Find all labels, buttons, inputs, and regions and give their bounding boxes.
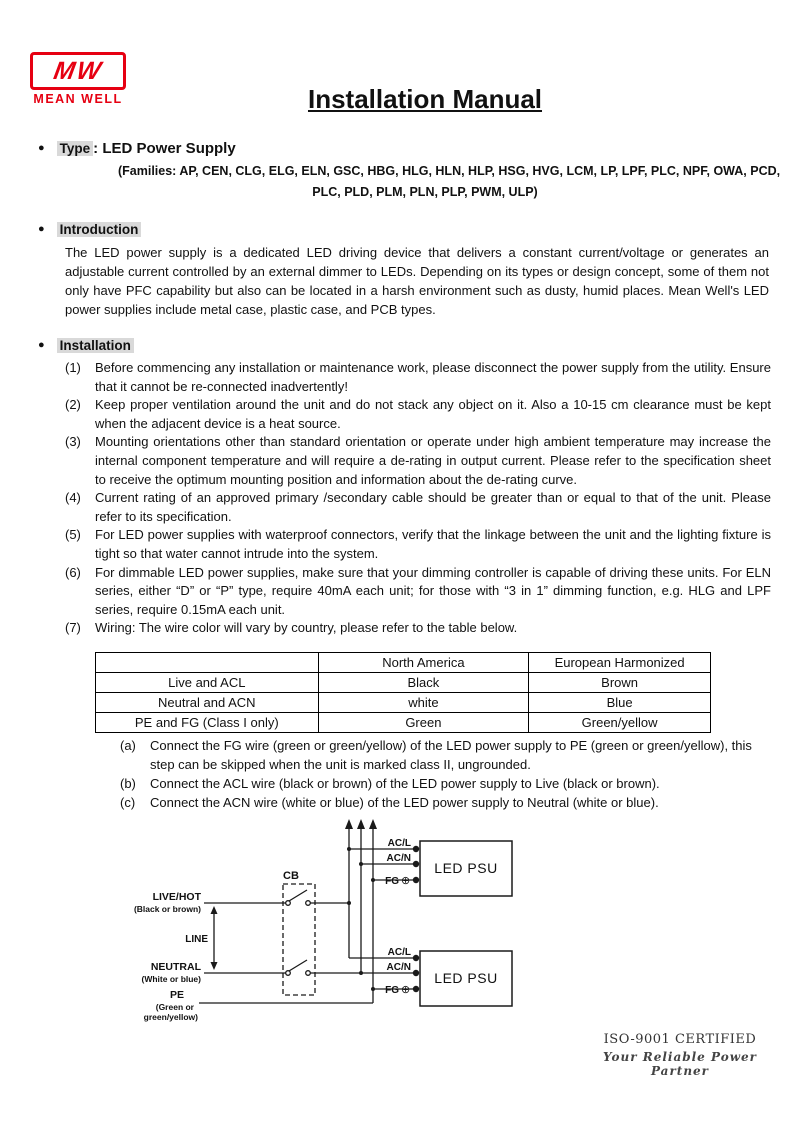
arrow-down-icon	[211, 962, 218, 970]
installation-heading-row	[38, 337, 134, 355]
item-number: (4)	[65, 490, 81, 506]
terminal-dot	[413, 955, 419, 961]
item-text: Keep proper ventilation around the unit and do not stack any object on it. Also a 10-15 cm clearance must be kept when the adjacent device is a heat source.	[95, 397, 771, 431]
table-header-cell: North America	[318, 653, 529, 673]
type-heading: Type	[57, 141, 94, 156]
installation-item	[65, 396, 771, 433]
terminal-dot	[413, 846, 419, 852]
wiring-steps	[120, 736, 772, 812]
terminal-dot	[413, 861, 419, 867]
pe-label: PE	[169, 989, 184, 1001]
item-text: Wiring: The wire color will vary by country, please refer to the table below.	[95, 620, 518, 636]
live-hot-sublabel: (Black or brown)	[133, 904, 201, 914]
table-header-row	[96, 653, 711, 673]
ground-symbol-icon: ⊕	[401, 984, 411, 996]
breaker-switch-icon	[289, 960, 307, 971]
logo-monogram: MW	[51, 56, 105, 85]
item-number: (7)	[65, 620, 81, 636]
installation-item	[65, 489, 771, 526]
cb-label: CB	[283, 870, 299, 882]
iso-certification-text: ISO-9001 CERTIFIED	[603, 1032, 757, 1047]
terminal-label-acl: AC/L	[387, 838, 411, 849]
item-number: (5)	[65, 527, 81, 543]
terminal-label-acn: AC/N	[386, 853, 411, 864]
table-cell: PE and FG (Class I only)	[96, 713, 319, 733]
step-text: Connect the ACN wire (white or blue) of the LED power supply to Neutral (white or blue).	[150, 795, 659, 810]
table-row	[96, 713, 711, 733]
line-label: LINE	[185, 934, 208, 945]
footer	[580, 1032, 780, 1078]
installation-item	[65, 564, 771, 620]
table-cell: Green	[318, 713, 529, 733]
wiring-step	[120, 736, 772, 774]
item-text: For LED power supplies with waterproof connectors, verify that the linkage between the unit and the lighting fixture is tight so that water cannot intrude into the system.	[95, 527, 771, 561]
type-bullet-icon: ●	[38, 142, 45, 154]
step-letter: (c)	[120, 795, 136, 810]
table-header-cell	[96, 653, 319, 673]
item-number: (2)	[65, 397, 81, 413]
step-letter: (b)	[120, 776, 136, 791]
logo-brand-name: MEAN WELL	[33, 92, 123, 106]
terminal-label-fg: FG	[385, 876, 399, 887]
families-line-2: PLC, PLD, PLM, PLN, PLP, PWM, ULP)	[312, 185, 538, 199]
wiring-step	[120, 793, 772, 812]
table-cell: Brown	[529, 673, 711, 693]
table-header-cell: European Harmonized	[529, 653, 711, 673]
introduction-body: The LED power supply is a dedicated LED driving device that delivers a constant current/voltage or generates an adjustable current controlled by an external dimmer to LEDs. Depending on its types or design concept, some of them not only have PFC capability but also can be located in a harsh environment such as dusty, humid places. Mean Well's LED power supplies include metal case, plastic case, and PCB types.	[65, 245, 769, 317]
neutral-sublabel: (White or blue)	[141, 974, 201, 984]
installation-item	[65, 619, 771, 638]
terminal-dot	[413, 986, 419, 992]
terminal-dot	[413, 877, 419, 883]
arrow-up-icon	[345, 819, 353, 829]
type-value: : LED Power Supply	[93, 140, 236, 157]
item-text: Mounting orientations other than standard orientation or operate under high ambient temperature may increase the internal component temperature and will require a de-rating in output current. Please refer to the specification sheet to receive the optimum mounting position and information about the de-rating curve.	[95, 434, 771, 487]
introduction-heading: Introduction	[57, 222, 142, 237]
table-cell: Blue	[529, 693, 711, 713]
psu1-label: LED PSU	[434, 860, 498, 876]
wiring-step	[120, 774, 772, 793]
type-section	[38, 140, 236, 157]
item-number: (1)	[65, 360, 81, 375]
table-cell: Live and ACL	[96, 673, 319, 693]
arrow-up-icon	[211, 906, 218, 914]
table-cell: white	[318, 693, 529, 713]
installation-heading: Installation	[57, 338, 134, 353]
step-text: Connect the FG wire (green or green/yellow) of the LED power supply to PE (green or green/yellow), this step can be skipped when the unit is marked class II, ungrounded.	[150, 738, 752, 772]
introduction-bullet-icon: ●	[38, 223, 45, 235]
item-number: (3)	[65, 434, 81, 450]
table-cell: Neutral and ACN	[96, 693, 319, 713]
installation-item	[65, 359, 771, 396]
table-row	[96, 693, 711, 713]
item-text: Current rating of an approved primary /secondary cable should be greater than or equal to that of the unit. Please refer to its specification.	[95, 490, 771, 524]
installation-item	[65, 433, 771, 489]
psu2-label: LED PSU	[434, 970, 498, 986]
installation-item	[65, 526, 771, 563]
neutral-label: NEUTRAL	[150, 961, 201, 973]
arrow-up-icon	[357, 819, 365, 829]
installation-bullet-icon: ●	[38, 339, 45, 351]
arrow-up-icon	[369, 819, 377, 829]
families-line-1: (Families: AP, CEN, CLG, ELG, ELN, GSC, HBG, HLG, HLN, HLP, HSG, HVG, LCM, LP, LPF, PLC, NPF, OWA, PCD,	[118, 164, 781, 178]
table-cell: Green/yellow	[529, 713, 711, 733]
step-text: Connect the ACL wire (black or brown) of the LED power supply to Live (black or brown).	[150, 776, 660, 791]
terminal-label-acn: AC/N	[386, 962, 411, 973]
terminal-dot	[413, 970, 419, 976]
ground-symbol-icon: ⊕	[401, 875, 411, 887]
pe-sublabel-1: (Green or	[155, 1002, 194, 1012]
installation-items	[65, 359, 771, 638]
pe-sublabel-2: green/yellow)	[143, 1012, 198, 1022]
table-row	[96, 673, 711, 693]
live-hot-label: LIVE/HOT	[152, 891, 201, 903]
introduction-heading-row	[38, 221, 141, 239]
terminal-label-fg: FG	[385, 985, 399, 996]
terminal-label-acl: AC/L	[387, 947, 411, 958]
item-number: (6)	[65, 564, 81, 580]
breaker-switch-icon	[289, 890, 307, 901]
step-letter: (a)	[120, 738, 136, 753]
item-text: Before commencing any installation or maintenance work, please disconnect the power supply from the utility. Ensure that it cannot be re-connected inadvertently!	[95, 360, 771, 394]
item-text: For dimmable LED power supplies, make sure that your dimming controller is capable of driving these units. For ELN series, either “D” or “P” type, require 40mA each unit; for those with “3 in 1” dimming function, e.g. HLG and LPF series, require 0.15mA each unit.	[95, 564, 771, 617]
footer-slogan: Your Reliable Power Partner	[602, 1050, 757, 1078]
wire-color-table	[95, 652, 711, 733]
table-cell: Black	[318, 673, 529, 693]
page-title: Installation Manual	[307, 84, 543, 114]
wiring-diagram	[0, 812, 802, 1034]
